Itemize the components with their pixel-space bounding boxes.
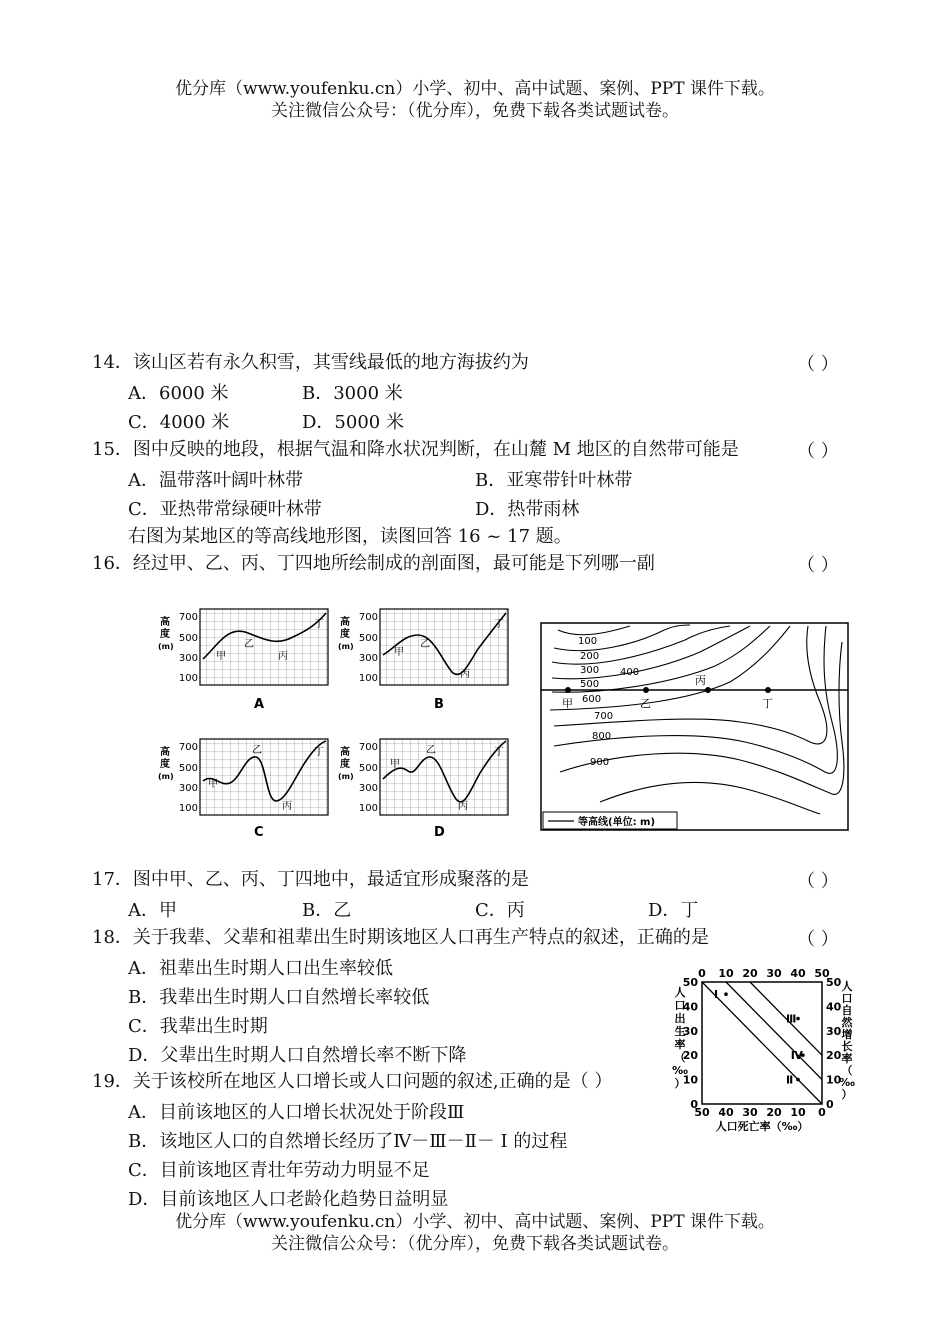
right-label-char: （ [841, 1064, 853, 1077]
y-label-char: 出 [674, 1012, 686, 1025]
contour-level: 300 [580, 665, 600, 676]
q14-stem: 14．该山区若有永久积雪，其雪线最低的地方海拔约为 [92, 352, 529, 373]
left-tick: 10 [682, 1073, 698, 1087]
profile-b-tick: 500 [358, 633, 378, 644]
q17-option-d[interactable]: D．丁 [648, 900, 699, 921]
right-tick: 50 [826, 976, 842, 989]
q17-stem: 17．图中甲、乙、丙、丁四地中，最适宜形成聚落的是 [92, 869, 529, 890]
right-label-char: 率 [841, 1052, 853, 1065]
contour-map [540, 622, 850, 832]
contour-level: 400 [620, 667, 640, 678]
right-label-char: ） [841, 1088, 853, 1101]
right-label-char: 然 [841, 1016, 853, 1029]
place-label-ding: 丁 [762, 697, 773, 710]
profile-b-tick: 700 [358, 612, 378, 623]
q19-option-b[interactable]: B．该地区人口的自然增长经历了Ⅳ－Ⅲ－Ⅱ－ Ⅰ 的过程 [128, 1131, 568, 1152]
profile-a-tick: 500 [178, 633, 198, 644]
q18-option-d[interactable]: D．父辈出生时期人口自然增长率不断下降 [128, 1045, 467, 1066]
profile-d-place: 丁 [494, 747, 504, 758]
q18-option-a[interactable]: A．祖辈出生时期人口出生率较低 [128, 958, 393, 979]
right-tick: 20 [826, 1049, 842, 1063]
q15-option-c[interactable]: C．亚热带常绿硬叶林带 [128, 499, 322, 520]
profile-b-place: 乙 [420, 639, 430, 650]
profile-a[interactable] [158, 609, 328, 712]
q19-option-a[interactable]: A．目前该地区的人口增长状况处于阶段Ⅲ [128, 1102, 465, 1123]
profile-c-place: 丙 [282, 801, 292, 812]
profile-b-tick: 300 [358, 653, 378, 664]
contour-level: 800 [592, 731, 612, 742]
q15-option-b[interactable]: B．亚寒带针叶林带 [475, 470, 633, 491]
profile-a-tick: 700 [178, 612, 198, 623]
profile-d-tick: 300 [358, 783, 378, 794]
profile-a-ylabel-2: 度 [160, 629, 170, 640]
right-label-char: 增 [841, 1028, 853, 1041]
profile-a-tick: 300 [178, 653, 198, 664]
page-footer-line2: 关注微信公众号：（优分库），免费下载各类试题试卷。 [271, 1234, 679, 1254]
y-label-char: 人 [674, 986, 686, 999]
profile-c-place: 甲 [208, 779, 218, 790]
q14-answer-paren[interactable]: （ ） [797, 354, 839, 375]
left-tick: 50 [682, 976, 698, 989]
right-label-char: 口 [841, 992, 853, 1005]
profile-c-tick: 500 [178, 763, 198, 774]
profile-d-tick: 700 [358, 742, 378, 753]
contour-level: 100 [578, 636, 598, 647]
profile-c-place: 丁 [314, 747, 324, 758]
y-label-char: 口 [674, 999, 686, 1012]
top-axis-ticks [698, 967, 830, 980]
place-point-jia[interactable] [565, 687, 571, 693]
profile-b-ylabel-1: 高 [340, 617, 350, 628]
profile-b-place: 丙 [460, 669, 470, 680]
left-tick: 40 [682, 1000, 698, 1014]
top-tick: 10 [718, 967, 734, 980]
bottom-tick: 50 [694, 1106, 710, 1119]
place-label-yi: 乙 [640, 697, 651, 710]
q16-stem: 16．经过甲、乙、丙、丁四地所绘制成的剖面图，最可能是下列哪一副 [92, 553, 655, 574]
x-axis-label: 人口死亡率（‰） [715, 1120, 809, 1133]
place-point-ding[interactable] [765, 687, 771, 693]
stage-point [724, 992, 728, 996]
bottom-tick: 10 [790, 1106, 806, 1119]
right-tick: 40 [826, 1000, 842, 1014]
profile-a-ylabel-1: 高 [160, 617, 170, 628]
q17-answer-paren[interactable]: （ ） [797, 871, 839, 892]
profile-d[interactable] [338, 739, 508, 840]
population-chart [666, 962, 856, 1140]
q18-answer-paren[interactable]: （ ） [797, 929, 839, 950]
profile-d-ylabel-2: 度 [340, 759, 350, 770]
q14-option-b[interactable]: B．3000 米 [302, 383, 403, 404]
q15-stem: 15．图中反映的地段，根据气温和降水状况判断，在山麓 M 地区的自然带可能是 [92, 439, 739, 460]
profile-b-ylabel-2: 度 [340, 629, 350, 640]
right-axis-ticks [826, 976, 842, 1111]
q18-stem: 18．关于我辈、父辈和祖辈出生时期该地区人口再生产特点的叙述，正确的是 [92, 927, 709, 948]
top-tick: 30 [766, 967, 782, 980]
profile-d-place: 甲 [390, 759, 400, 770]
contour-level: 200 [580, 651, 600, 662]
page-header-line1: 优分库（www.youfenku.cn）小学、初中、高中试题、案例、PPT 课件下载。 [175, 79, 775, 99]
profile-a-place: 丁 [314, 619, 324, 630]
profile-c-ylabel-unit: (m) [158, 772, 174, 781]
profile-a-tick: 100 [178, 673, 198, 684]
y-label-char: （ [674, 1051, 686, 1064]
bottom-tick: 20 [766, 1106, 782, 1119]
profile-a-place: 乙 [244, 639, 254, 650]
q15-answer-paren[interactable]: （ ） [797, 441, 839, 462]
contour-level: 700 [594, 711, 614, 722]
q17-option-c[interactable]: C．丙 [475, 900, 525, 921]
top-tick: 40 [790, 967, 806, 980]
q14-option-c[interactable]: C．4000 米 [128, 412, 230, 433]
right-label-char: 长 [841, 1040, 853, 1053]
profile-diagrams [158, 605, 520, 840]
place-point-bing[interactable] [705, 687, 711, 693]
q18-option-c[interactable]: C．我辈出生时期 [128, 1016, 268, 1037]
q19-option-c[interactable]: C．目前该地区青壮年劳动力明显不足 [128, 1160, 430, 1181]
profile-c-label: C [254, 825, 264, 840]
intro-16-17: 右图为某地区的等高线地形图，读图回答 16 ~ 17 题。 [128, 526, 572, 547]
contour-level: 500 [580, 679, 600, 690]
profile-d-label: D [434, 825, 445, 840]
stage-label: Ⅱ [786, 1073, 794, 1087]
profile-b[interactable] [338, 609, 508, 712]
q17-option-b[interactable]: B．乙 [302, 900, 352, 921]
profile-d-tick: 500 [358, 763, 378, 774]
stage-label: Ⅰ [714, 988, 719, 1002]
profile-d-ylabel-unit: (m) [338, 772, 354, 781]
q19-stem: 19．关于该校所在地区人口增长或人口问题的叙述,正确的是（ ） [92, 1071, 613, 1092]
q19-option-d[interactable]: D．目前该地区人口老龄化趋势日益明显 [128, 1189, 449, 1210]
right-tick: 30 [826, 1024, 842, 1038]
q14-option-d[interactable]: D．5000 米 [302, 412, 404, 433]
left-tick: 0 [690, 1098, 698, 1111]
right-label-char: 人 [841, 980, 853, 993]
left-tick: 20 [682, 1049, 698, 1063]
stage-label: Ⅲ [786, 1012, 797, 1026]
right-label-char: 自 [841, 1004, 853, 1017]
page-header-line2: 关注微信公众号：（优分库），免费下载各类试题试卷。 [271, 101, 679, 121]
page-footer-line1: 优分库（www.youfenku.cn）小学、初中、高中试题、案例、PPT 课件下载。 [175, 1212, 775, 1232]
right-axis-label [839, 980, 855, 1101]
profile-d-place: 乙 [426, 745, 436, 756]
profile-b-place: 甲 [394, 647, 404, 658]
bottom-tick: 40 [718, 1106, 734, 1119]
profile-c-tick: 700 [178, 742, 198, 753]
profile-a-place: 甲 [216, 651, 226, 662]
top-tick: 0 [698, 967, 706, 980]
stage-point [796, 1078, 800, 1082]
profile-a-place: 丙 [278, 651, 288, 662]
contour-level: 600 [582, 694, 602, 705]
profile-b-ylabel-unit: (m) [338, 642, 354, 651]
profile-b-tick: 100 [358, 673, 378, 684]
contour-legend-text: 等高线(单位: m) [578, 817, 656, 828]
stage-point [796, 1017, 800, 1021]
place-label-bing: 丙 [695, 674, 706, 687]
top-tick: 50 [814, 967, 830, 980]
profile-a-ylabel-unit: (m) [158, 642, 174, 651]
profile-c-tick: 100 [178, 803, 198, 814]
profile-c-ylabel-2: 度 [160, 759, 170, 770]
profile-c-place: 乙 [252, 745, 262, 756]
y-label-char: ‰ [672, 1064, 688, 1077]
y-label-char: 率 [674, 1038, 686, 1051]
profile-d-tick: 100 [358, 803, 378, 814]
profile-b-place: 丁 [494, 619, 504, 630]
q14-option-a[interactable]: A．6000 米 [128, 383, 229, 404]
right-tick: 0 [826, 1098, 834, 1111]
profile-c[interactable] [158, 739, 328, 840]
top-tick: 20 [742, 967, 758, 980]
profile-d-ylabel-1: 高 [340, 747, 350, 758]
place-point-yi[interactable] [643, 687, 649, 693]
bottom-tick: 30 [742, 1106, 758, 1119]
bottom-tick: 0 [818, 1106, 826, 1119]
right-label-char: ‰ [839, 1076, 855, 1089]
bottom-axis-ticks [694, 1106, 826, 1119]
place-label-jia: 甲 [562, 697, 573, 710]
q16-answer-paren[interactable]: （ ） [797, 555, 839, 576]
q15-option-a[interactable]: A．温带落叶阔叶林带 [128, 470, 303, 491]
left-tick: 30 [682, 1024, 698, 1038]
profile-d-place: 丙 [458, 801, 468, 812]
profile-c-ylabel-1: 高 [160, 747, 170, 758]
profile-b-label: B [434, 697, 444, 712]
contour-level: 900 [590, 757, 610, 768]
q15-option-d[interactable]: D．热带雨林 [475, 499, 580, 520]
q17-option-a[interactable]: A．甲 [128, 900, 177, 921]
profile-a-label: A [254, 697, 265, 712]
q18-option-b[interactable]: B．我辈出生时期人口自然增长率较低 [128, 987, 430, 1008]
right-tick: 10 [826, 1073, 842, 1087]
y-label-char: 生 [674, 1025, 686, 1038]
stage-label: Ⅳ [790, 1049, 803, 1063]
profile-c-tick: 300 [178, 783, 198, 794]
y-label-char: ） [674, 1077, 686, 1090]
